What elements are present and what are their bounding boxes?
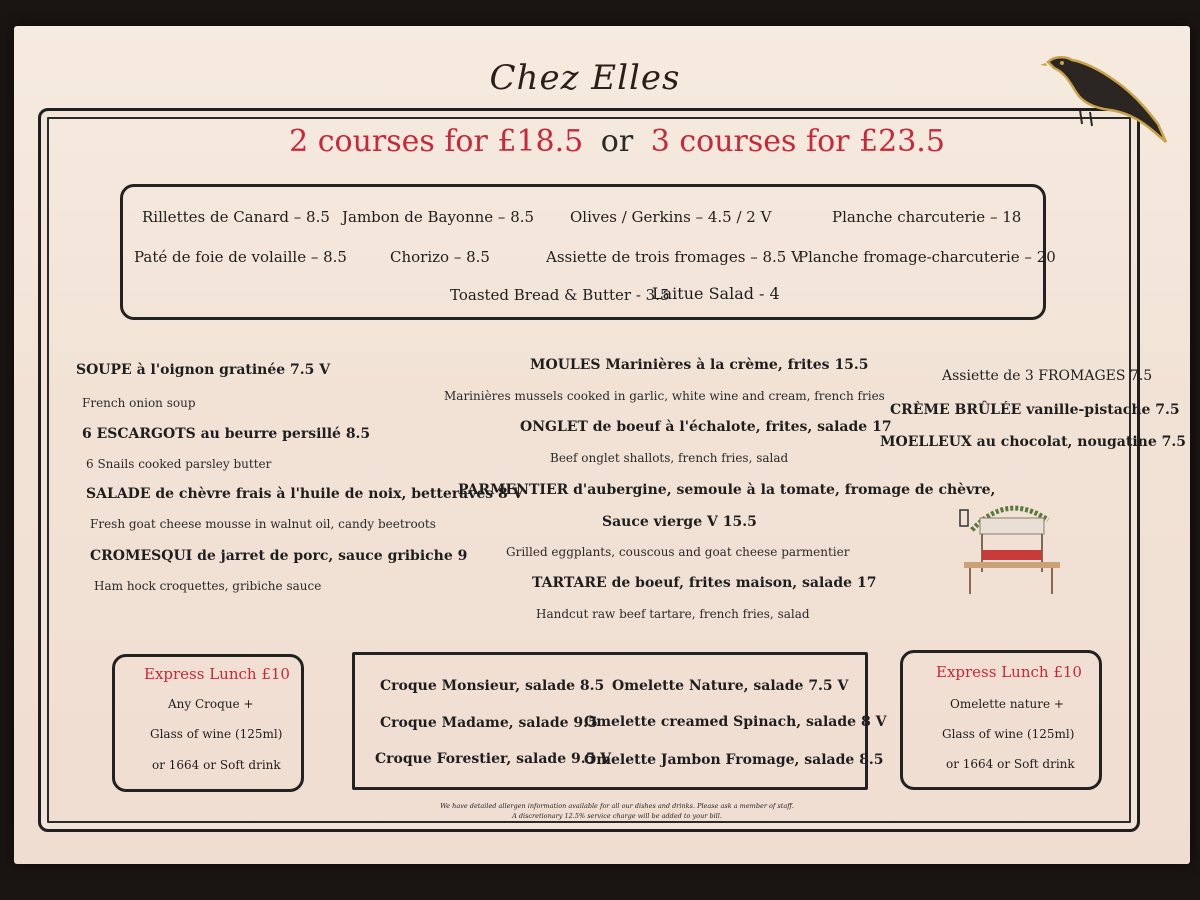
nibble-item: Olives / Gerkins – 4.5 / 2 V [570,208,772,226]
main-name: MOULES Marinières à la crème, frites 15.5 [530,357,869,373]
dessert-item: MOELLEUX au chocolat, nougatine 7.5 [880,434,1186,450]
express-lunch-line: or 1664 or Soft drink [946,757,1075,771]
omelette-item: Omelette Nature, salade 7.5 V [612,678,849,694]
dessert-item: CRÈME BRÛLÉE vanille-pistache 7.5 [890,402,1180,418]
main-name: PARMENTIER d'aubergine, semoule à la tomate, fromage de chèvre, [458,482,996,498]
express-lunch-line: or 1664 or Soft drink [152,758,281,772]
croque-item: Croque Forestier, salade 9.5 V [375,751,612,767]
main-desc: Handcut raw beef tartare, french fries, salad [536,607,810,621]
nibble-item: Assiette de trois fromages – 8.5 V [546,248,802,266]
restaurant-name: Chez Elles [489,58,681,98]
express-lunch-line: Omelette nature + [950,697,1064,711]
service-charge-note: A discretionary 12.5% service charge will be added to your bill. [512,812,722,820]
course-offer [0,124,1200,159]
croque-item: Croque Monsieur, salade 8.5 [380,678,605,694]
express-lunch-title: Express Lunch £10 [144,665,290,683]
offer-or: or [600,124,634,159]
starter-desc: Fresh goat cheese mousse in walnut oil, candy beetroots [90,517,436,531]
main-name: Sauce vierge V 15.5 [602,514,757,530]
two-course-offer: 2 courses for £18.5 [289,124,584,159]
starter-name: SALADE de chèvre frais à l'huile de noix, betteraves 8 V [86,486,524,502]
nibble-item: Planche fromage-charcuterie – 20 [798,248,1056,266]
nibble-item: Rillettes de Canard – 8.5 [142,208,330,226]
nibble-item: Chorizo – 8.5 [390,248,490,266]
main-name: TARTARE de boeuf, frites maison, salade 17 [532,575,877,591]
starter-name: 6 ESCARGOTS au beurre persillé 8.5 [82,426,371,442]
nibble-item: Paté de foie de volaille – 8.5 [134,248,347,266]
starter-desc: 6 Snails cooked parsley butter [86,457,272,471]
nibble-item: Laitue Salad - 4 [652,284,780,303]
pergola-illustration [952,490,1062,600]
express-lunch-line: Glass of wine (125ml) [942,727,1075,741]
express-lunch-line: Any Croque + [168,697,254,711]
starter-desc: Ham hock croquettes, gribiche sauce [94,579,322,593]
dessert-item: Assiette de 3 FROMAGES 7.5 [942,368,1153,384]
main-desc: Beef onglet shallots, french fries, salad [550,451,789,465]
main-desc: Grilled eggplants, couscous and goat cheese parmentier [506,545,850,559]
nibble-item: Planche charcuterie – 18 [832,208,1022,226]
starter-desc: French onion soup [82,396,196,410]
main-desc: Marinières mussels cooked in garlic, white wine and cream, french fries [444,389,885,403]
omelette-item: Omelette Jambon Fromage, salade 8.5 [584,752,884,768]
starter-name: CROMESQUI de jarret de porc, sauce gribiche 9 [90,548,468,564]
three-course-offer: 3 courses for £23.5 [650,124,945,159]
express-lunch-title: Express Lunch £10 [936,663,1082,681]
omelette-item: Omelette creamed Spinach, salade 8 V [584,714,887,730]
main-name: ONGLET de boeuf à l'échalote, frites, salade 17 [520,419,892,435]
express-lunch-line: Glass of wine (125ml) [150,727,283,741]
starter-name: SOUPE à l'oignon gratinée 7.5 V [76,362,331,378]
nibble-item: Toasted Bread & Butter - 3.5 [450,286,670,304]
nibble-item: Jambon de Bayonne – 8.5 [342,208,535,226]
croque-item: Croque Madame, salade 9.5 [380,715,598,731]
allergen-note: We have detailed allergen information available for all our dishes and drinks. Please ask a member of staff. [440,802,794,810]
